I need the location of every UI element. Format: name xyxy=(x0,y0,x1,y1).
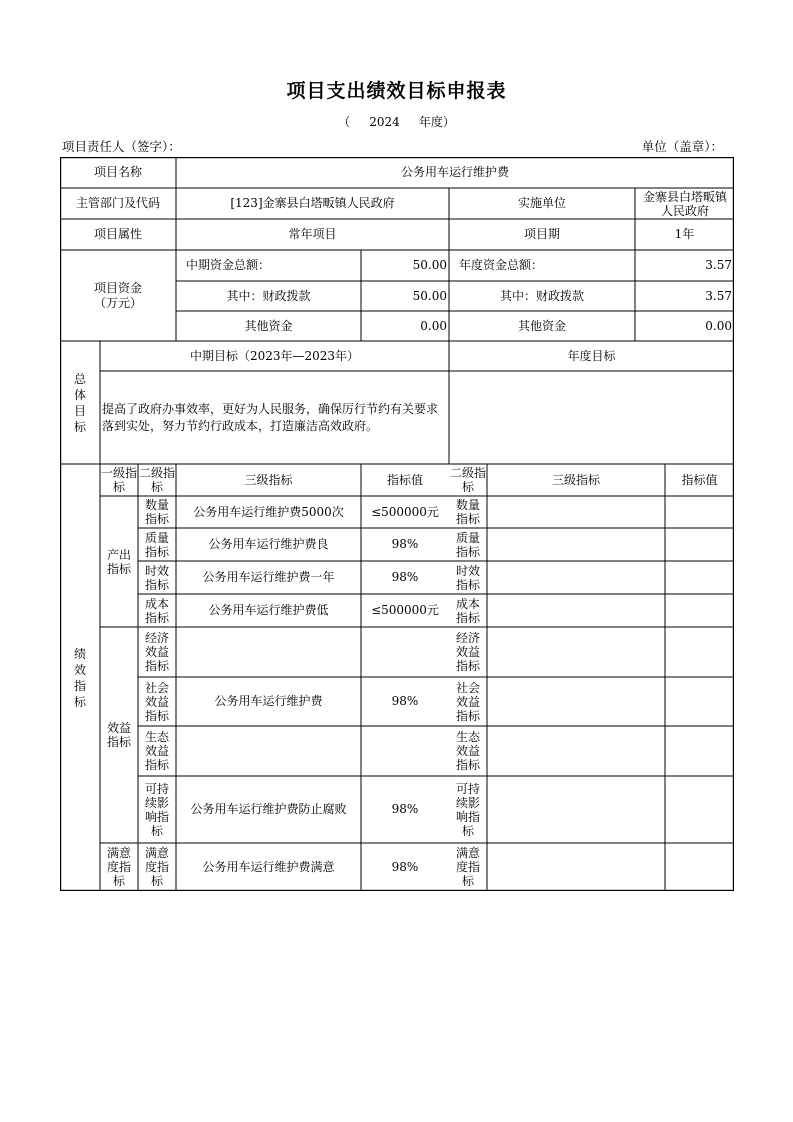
row-l2-year: 满意度指标 xyxy=(455,846,480,888)
row-l2: 社会效益指标 xyxy=(144,680,169,723)
impl-unit-label: 实施单位 xyxy=(517,196,566,210)
project-name-label: 项目名称 xyxy=(93,165,142,179)
row-l3: 公务用车运行维护费满意 xyxy=(202,859,335,874)
row-l2-year: 生态效益指标 xyxy=(455,730,480,772)
output-indicator-label: 产出指标 xyxy=(106,547,131,576)
row-value: ≤500000元 xyxy=(371,603,439,617)
row-value xyxy=(361,726,449,776)
row-l2-year: 成本指标 xyxy=(455,596,480,625)
mid-total-value: 50.00 xyxy=(412,258,447,272)
year-total-label: 年度资金总额： xyxy=(459,258,544,272)
header-value-year: 指标值 xyxy=(681,472,718,487)
year-fiscal-value: 3.57 xyxy=(705,288,732,303)
row-l2: 生态效益指标 xyxy=(144,730,169,772)
year-other-value: 0.00 xyxy=(705,318,732,333)
project-period-label: 项目期 xyxy=(523,227,560,241)
year-goal-text xyxy=(449,371,734,464)
year-other-label: 其他资金 xyxy=(517,318,566,333)
mid-goal-text: 提高了政府办事效率，更好为人民服务，确保厉行节约有关要求落到实处，努力节约行政成本，打造廉洁高效政府。 xyxy=(102,401,439,433)
project-attr-value: 常年项目 xyxy=(288,227,337,241)
row-value: 98% xyxy=(391,694,419,708)
mid-other-label: 其他资金 xyxy=(244,318,293,333)
row-l2-year: 数量指标 xyxy=(455,498,480,526)
row-l2: 质量指标 xyxy=(144,530,169,559)
year-value: 2024 xyxy=(369,115,400,129)
row-l2: 时效指标 xyxy=(144,563,169,592)
row-value: ≤500000元 xyxy=(371,504,439,519)
row-value: 98% xyxy=(391,537,419,551)
year-fiscal-label: 其中：财政拨款 xyxy=(499,288,584,303)
row-value: 98% xyxy=(391,570,419,584)
dept-label: 主管部门及代码 xyxy=(75,196,160,210)
year-open-paren: （ xyxy=(338,115,351,129)
fund-label: 项目资金（万元） xyxy=(93,280,142,310)
row-l2: 数量指标 xyxy=(144,498,169,526)
mid-total-label: 中期资金总额： xyxy=(186,258,271,272)
page-title: 项目支出绩效目标申报表 xyxy=(286,80,507,102)
header-level1: 一级指标 xyxy=(100,466,137,494)
mid-fiscal-value: 50.00 xyxy=(412,288,447,303)
mid-goal-header: 中期目标（2023年—2023年） xyxy=(189,348,360,363)
unit-seal-label: 单位（盖章）： xyxy=(641,139,723,154)
impl-unit-value: 金寨县白塔畈镇人民政府 xyxy=(642,189,727,218)
project-attr-label: 项目属性 xyxy=(93,227,142,241)
row-l3: 公务用车运行维护费良 xyxy=(208,537,329,551)
year-line xyxy=(0,113,793,130)
row-value xyxy=(361,627,449,677)
row-l3 xyxy=(176,627,361,677)
mid-other-value: 0.00 xyxy=(420,318,447,333)
overall-goal-label: 总体目标 xyxy=(73,371,86,434)
row-value: 98% xyxy=(391,859,419,874)
performance-form-table xyxy=(60,157,734,891)
row-l3: 公务用车运行维护费 xyxy=(214,694,323,708)
row-l2: 满意度指标 xyxy=(144,846,169,888)
row-l2-year: 时效指标 xyxy=(455,563,480,592)
row-l2-year: 可持续影响指标 xyxy=(455,781,480,838)
dept-value: [123]金寨县白塔畈镇人民政府 xyxy=(230,196,395,210)
header-level2: 二级指标 xyxy=(138,466,175,494)
project-name-value: 公务用车运行维护费 xyxy=(400,165,509,179)
header-value: 指标值 xyxy=(386,472,423,487)
header-level3: 三级指标 xyxy=(244,472,293,487)
row-l3 xyxy=(176,726,361,776)
responsible-label: 项目责任人（签字）： xyxy=(62,139,181,154)
row-l2: 成本指标 xyxy=(144,596,169,625)
benefit-indicator-label: 效益指标 xyxy=(106,721,131,749)
row-l2-year: 质量指标 xyxy=(455,530,480,559)
row-l3: 公务用车运行维护费低 xyxy=(208,603,329,617)
performance-indicator-label: 绩效指标 xyxy=(73,646,86,709)
row-l2: 经济效益指标 xyxy=(144,631,169,673)
row-l3: 公务用车运行维护费一年 xyxy=(202,570,335,584)
header-level3-year: 三级指标 xyxy=(551,472,600,487)
project-period-value: 1年 xyxy=(674,227,695,241)
row-value: 98% xyxy=(391,802,419,816)
year-suffix: 年度） xyxy=(418,115,455,129)
row-l3: 公务用车运行维护费防止腐败 xyxy=(190,802,347,816)
year-total-value: 3.57 xyxy=(705,258,732,272)
row-l3: 公务用车运行维护费5000次 xyxy=(193,504,344,519)
header-level2-year: 二级指标 xyxy=(449,466,486,494)
row-l2-year: 经济效益指标 xyxy=(455,631,480,673)
mid-fiscal-label: 其中：财政拨款 xyxy=(226,288,311,303)
satisfaction-indicator-label: 满意度指标 xyxy=(106,846,131,888)
year-goal-header: 年度目标 xyxy=(567,348,616,363)
row-l2-year: 社会效益指标 xyxy=(455,680,480,723)
row-l2: 可持续影响指标 xyxy=(144,781,169,838)
